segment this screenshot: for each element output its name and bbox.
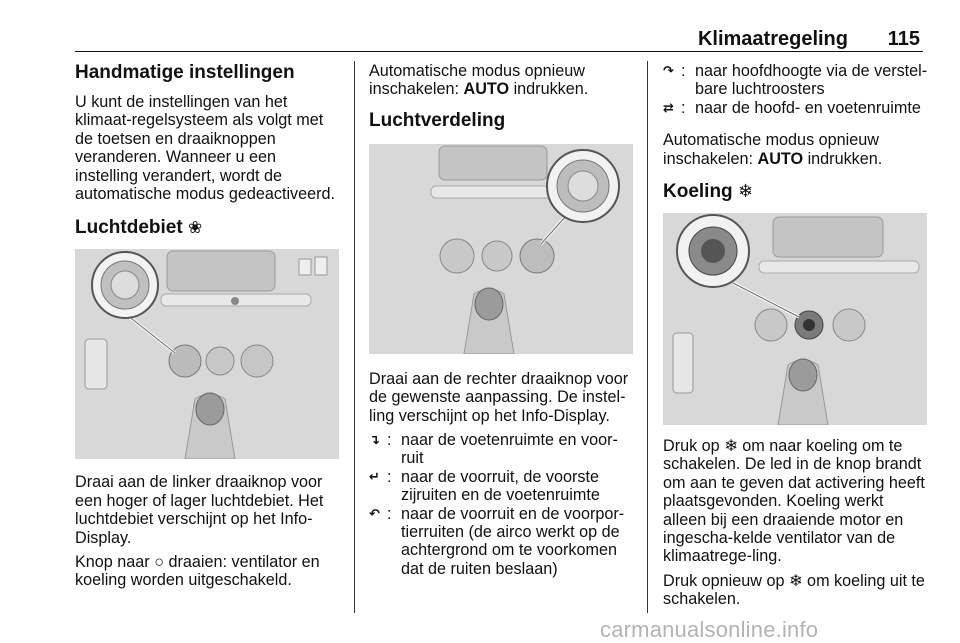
fan-off-text-a: Knop naar	[75, 553, 155, 572]
snowflake-icon: ❄	[724, 437, 738, 456]
head-vents-icon: ↷	[663, 63, 674, 78]
auto-text-b: indrukken.	[803, 149, 883, 168]
list-item-text: naar hoofdhoogte via de verstel-bare luchtroosters	[695, 62, 928, 99]
list-colon: :	[387, 467, 392, 486]
subsection-heading-cooling	[663, 180, 931, 203]
windscreen-side-footwell-icon: ↶	[369, 505, 380, 521]
cooling-off-text-b: om koeling uit te schakelen.	[663, 571, 925, 609]
column-left	[75, 62, 343, 596]
header-rule	[75, 51, 923, 52]
intro-paragraph: U kunt de instellingen van het klimaat-regelsysteem als volgt met de toetsen en draaiknoppen veranderen. Wanneer u een instelling verandert, wordt de automatische modus gedeactiveerd.	[75, 93, 336, 204]
list-item	[369, 468, 637, 505]
head-footwell-icon: ⇄	[663, 99, 674, 115]
distribution-paragraph: Draai aan de rechter draaiknop voor de gewenste aanpassing. De instel-ling verschijnt op het Info-Display.	[369, 369, 629, 425]
list-item	[663, 99, 931, 117]
auto-mode-paragraph-2	[663, 131, 931, 168]
fan-off-paragraph	[75, 553, 343, 590]
figure-cooling-button	[663, 213, 927, 425]
auto-text-a: Automatische modus opnieuw inschakelen:	[369, 62, 585, 99]
airflow-heading-text: Luchtdebiet	[75, 217, 183, 239]
auto-text-a: Automatische modus opnieuw inschakelen:	[663, 131, 879, 168]
dashboard-illustration-right	[369, 144, 633, 354]
list-colon: :	[387, 431, 392, 450]
snowflake-icon: ❄	[788, 571, 803, 590]
watermark: carmanualsonline.info	[600, 617, 819, 642]
auto-mode-paragraph	[369, 62, 637, 99]
list-item-text: naar de voetenruimte en voor-ruit	[401, 431, 618, 468]
fan-off-text-b: draaien: ventilator en koeling worden uitgeschakeld.	[75, 553, 320, 590]
cooling-text-a: Druk op	[663, 437, 725, 456]
list-item	[369, 505, 637, 579]
dashboard-illustration-left	[75, 249, 339, 459]
off-circle-icon: ○	[154, 553, 164, 572]
column-middle	[369, 62, 637, 578]
list-item-text: naar de hoofd- en voetenruimte	[695, 98, 921, 117]
dashboard-illustration-cooling	[663, 213, 927, 425]
list-item-text: naar de voorruit en de voorpor-tierruiten (de airco werkt op de achtergrond om te voorkomen dat de ruiten beslaan)	[401, 504, 625, 578]
footwell-icon: ↴	[369, 432, 380, 448]
windscreen-footwell-icon: ↵	[369, 468, 380, 484]
list-item-text: naar de voorruit, de voorste zijruiten en de voetenruimte	[401, 467, 600, 505]
page-number: 115	[887, 28, 920, 50]
distribution-list-continued	[663, 62, 931, 117]
column-divider-2	[647, 61, 648, 613]
airflow-paragraph: Draai aan de linker draaiknop voor een hoger of lager luchtdebiet. Het luchtdebiet verschijnt op het Info-Display.	[75, 473, 324, 547]
figure-airflow-knob	[75, 249, 339, 459]
auto-key-label: AUTO	[757, 149, 804, 168]
list-colon: :	[681, 62, 686, 80]
cooling-text-b: om naar koeling om te schakelen. De led in de knop brandt om aan te geven dat activering heeft plaatsgevonden. Koeling werkt alleen bij een draaiende motor en ingescha-kelde ventilator van de klimaatrege-ling.	[663, 437, 925, 566]
column-right	[663, 62, 931, 615]
cooling-off-text-a: Druk opnieuw op	[663, 571, 789, 590]
list-item	[663, 62, 931, 99]
distribution-list	[369, 431, 637, 578]
auto-key-label: AUTO	[463, 80, 510, 99]
column-divider-1	[354, 61, 355, 613]
section-heading: Handmatige instellingen	[75, 62, 295, 83]
auto-text-b: indrukken.	[509, 80, 589, 99]
cooling-heading-text: Koeling	[663, 181, 733, 203]
figure-distribution-knob	[369, 144, 633, 354]
subsection-heading-airflow	[75, 217, 343, 239]
cooling-off-paragraph	[663, 572, 931, 609]
list-colon: :	[387, 504, 392, 523]
subsection-heading-distribution: Luchtverdeling	[369, 109, 506, 131]
snowflake-icon: ❄	[737, 181, 754, 202]
list-item	[369, 431, 637, 468]
chapter-title: Klimaatregeling	[697, 28, 848, 50]
fan-icon: ❀	[187, 218, 203, 238]
cooling-paragraph	[663, 437, 931, 566]
list-colon: :	[681, 98, 686, 117]
